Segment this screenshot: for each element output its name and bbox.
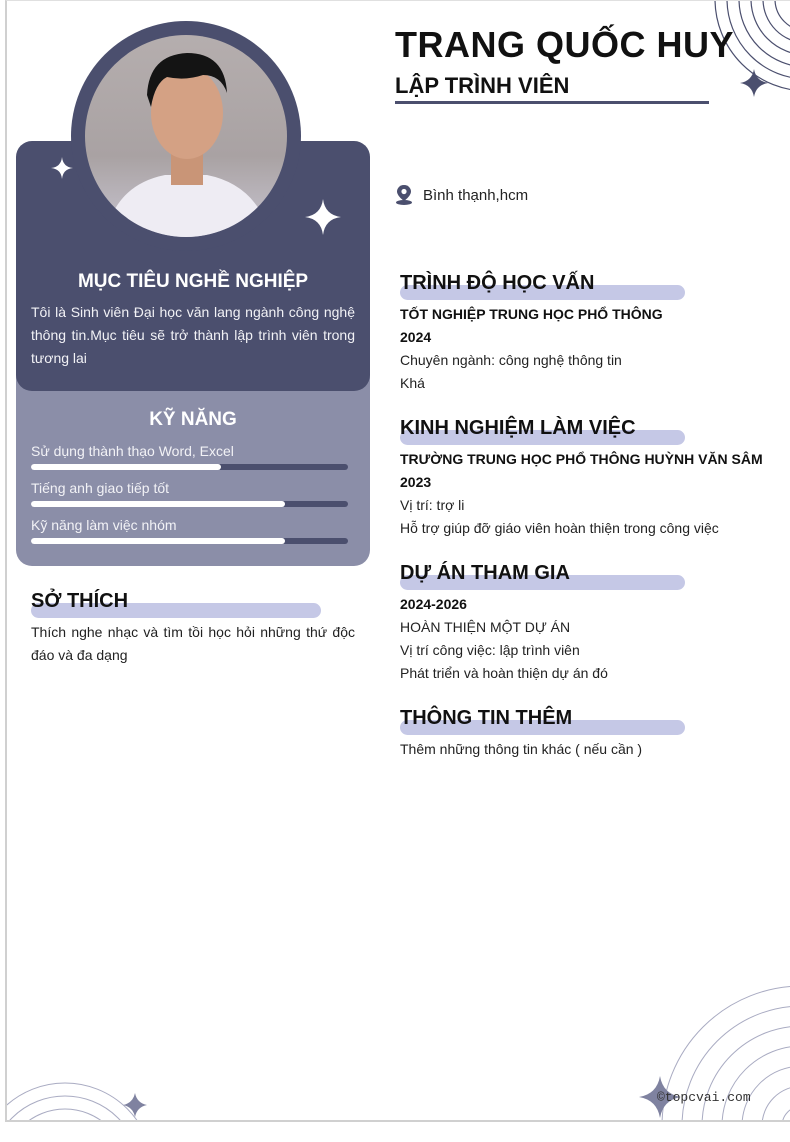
skill-bar-fill bbox=[31, 501, 285, 507]
sparkle-icon bbox=[740, 69, 768, 97]
extra-info-title: THÔNG TIN THÊM bbox=[400, 707, 573, 729]
watermark: ©topcvai.com bbox=[657, 1090, 751, 1105]
project-name: HOÀN THIỆN MỘT DỰ ÁN bbox=[400, 619, 571, 635]
project-period: 2024-2026 bbox=[400, 596, 467, 612]
location-text: Bình thạnh,hcm bbox=[423, 186, 529, 204]
experience-position: Vị trí: trợ li bbox=[400, 497, 465, 513]
avatar bbox=[85, 35, 287, 237]
skill-label: Tiếng anh giao tiếp tốt bbox=[31, 480, 170, 496]
experience-year: 2023 bbox=[400, 474, 432, 490]
skill-label: Sử dụng thành thạo Word, Excel bbox=[31, 443, 234, 459]
hobbies-heading bbox=[31, 590, 321, 616]
hobbies-title: SỞ THÍCH bbox=[31, 590, 129, 612]
title-divider bbox=[395, 101, 709, 104]
experience-heading bbox=[400, 417, 685, 443]
skill-bar bbox=[31, 464, 348, 470]
extra-info-heading bbox=[400, 707, 685, 733]
skill-bar bbox=[31, 501, 348, 507]
objective-title: MỤC TIÊU NGHỀ NGHIỆP bbox=[77, 271, 309, 292]
education-title: TRÌNH ĐỘ HỌC VẤN bbox=[400, 272, 595, 294]
education-heading bbox=[400, 272, 685, 298]
extra-info-text: Thêm những thông tin khác ( nếu cần ) bbox=[400, 741, 643, 757]
sparkle-icon bbox=[50, 156, 74, 180]
skill-bar-fill bbox=[31, 538, 285, 544]
experience-title: KINH NGHIỆM LÀM VIỆC bbox=[400, 417, 636, 439]
projects-heading bbox=[400, 562, 685, 588]
sparkle-icon bbox=[304, 198, 342, 236]
education-year: 2024 bbox=[400, 329, 432, 345]
experience-description: Hỗ trợ giúp đỡ giáo viên hoàn thiện trong công việc bbox=[400, 520, 719, 536]
experience-company: TRƯỜNG TRUNG HỌC PHỔ THÔNG HUỲNH VĂN SÂM bbox=[400, 451, 763, 467]
objective-text: Tôi là Sinh viên Đại học văn lang ngành công nghệ thông tin.Mục tiêu sẽ trở thành lập trình viên trong tương lai bbox=[31, 304, 355, 366]
projects-title: DỰ ÁN THAM GIA bbox=[400, 562, 570, 584]
education-degree: TỐT NGHIỆP TRUNG HỌC PHỔ THÔNG bbox=[400, 306, 663, 322]
project-role: Vị trí công việc: lập trình viên bbox=[400, 642, 580, 658]
map-pin-icon bbox=[395, 185, 413, 205]
sparkle-icon bbox=[123, 1093, 147, 1117]
skill-bar bbox=[31, 538, 348, 544]
job-title: LẬP TRÌNH VIÊN bbox=[395, 73, 570, 98]
hobbies-text: Thích nghe nhạc và tìm tồi học hỏi những thứ độc đáo và đa dạng bbox=[31, 624, 355, 663]
education-grade: Khá bbox=[400, 375, 425, 391]
location bbox=[395, 185, 528, 205]
skill-bar-fill bbox=[31, 464, 221, 470]
education-major: Chuyên ngành: công nghệ thông tin bbox=[400, 352, 622, 368]
arcs-decoration-bottom-left bbox=[7, 1071, 157, 1122]
skill-label: Kỹ năng làm việc nhóm bbox=[31, 517, 177, 533]
project-description: Phát triển và hoàn thiện dự án đó bbox=[400, 665, 608, 681]
full-name: TRANG QUỐC HUY bbox=[395, 24, 734, 65]
skills-title: KỸ NĂNG bbox=[149, 409, 237, 430]
